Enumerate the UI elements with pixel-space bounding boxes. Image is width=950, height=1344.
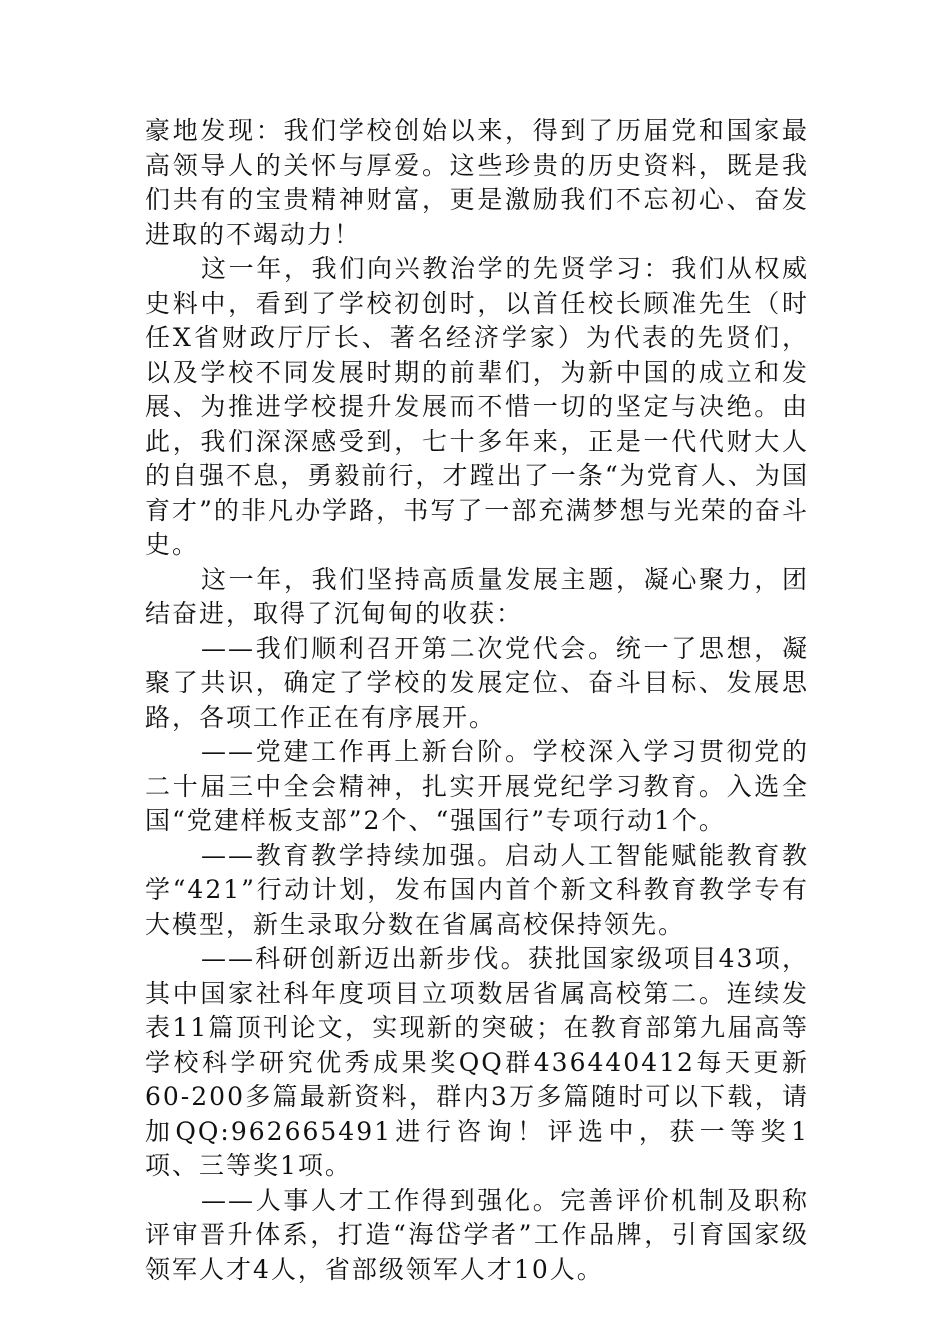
paragraph-6: ——教育教学持续加强。启动人工智能赋能教育教学“421”行动计划，发布国内首个新文科教育教学专有大模型，新生录取分数在省属高校保持领先。	[145, 840, 809, 939]
document-body	[145, 114, 809, 1287]
paragraph-4: ——我们顺利召开第二次党代会。统一了思想，凝聚了共识，确定了学校的发展定位、奋斗目标、发展思路，各项工作正在有序展开。	[145, 633, 809, 732]
paragraph-3: 这一年，我们坚持高质量发展主题，凝心聚力，团结奋进，取得了沉甸甸的收获：	[145, 564, 809, 628]
paragraph-5: ——党建工作再上新台阶。学校深入学习贯彻党的二十届三中全会精神，扎实开展党纪学习教育。入选全国“党建样板支部”2个、“强国行”专项行动1个。	[145, 737, 809, 835]
paragraph-2: 这一年，我们向兴教治学的先贤学习：我们从权威史料中，看到了学校初创时，以首任校长顾准先生（时任X省财政厅厅长、著名经济学家）为代表的先贤们，以及学校不同发展时期的前辈们，为新中国的成立和发展、为推进学校提升发展而不惜一切的坚定与决绝。由此，我们深深感受到，七十多年来，正是一代代财大人的自强不息，勇毅前行，才蹚出了一条“为党育人、为国育才”的非凡办学路，书写了一部充满梦想与光荣的奋斗史。	[145, 254, 809, 559]
paragraph-1: 豪地发现：我们学校创始以来，得到了历届党和国家最高领导人的关怀与厚爱。这些珍贵的历史资料，既是我们共有的宝贵精神财富，更是激励我们不忘初心、奋发进取的不竭动力！	[145, 116, 809, 249]
paragraph-7: ——科研创新迈出新步伐。获批国家级项目43项，其中国家社科年度项目立项数居省属高校第二。连续发表11篇顶刊论文，实现新的突破；在教育部第九届高等学校科学研究优秀成果奖QQ群436440412每天更新60-200多篇最新资料，群内3万多篇随时可以下载，请加QQ:962665491进行咨询！评选中，获一等奖1项、三等奖1项。	[145, 944, 809, 1180]
paragraph-8: ——人事人才工作得到强化。完善评价机制及职称评审晋升体系，打造“海岱学者”工作品牌，引育国家级领军人才4人，省部级领军人才10人。	[145, 1185, 809, 1284]
